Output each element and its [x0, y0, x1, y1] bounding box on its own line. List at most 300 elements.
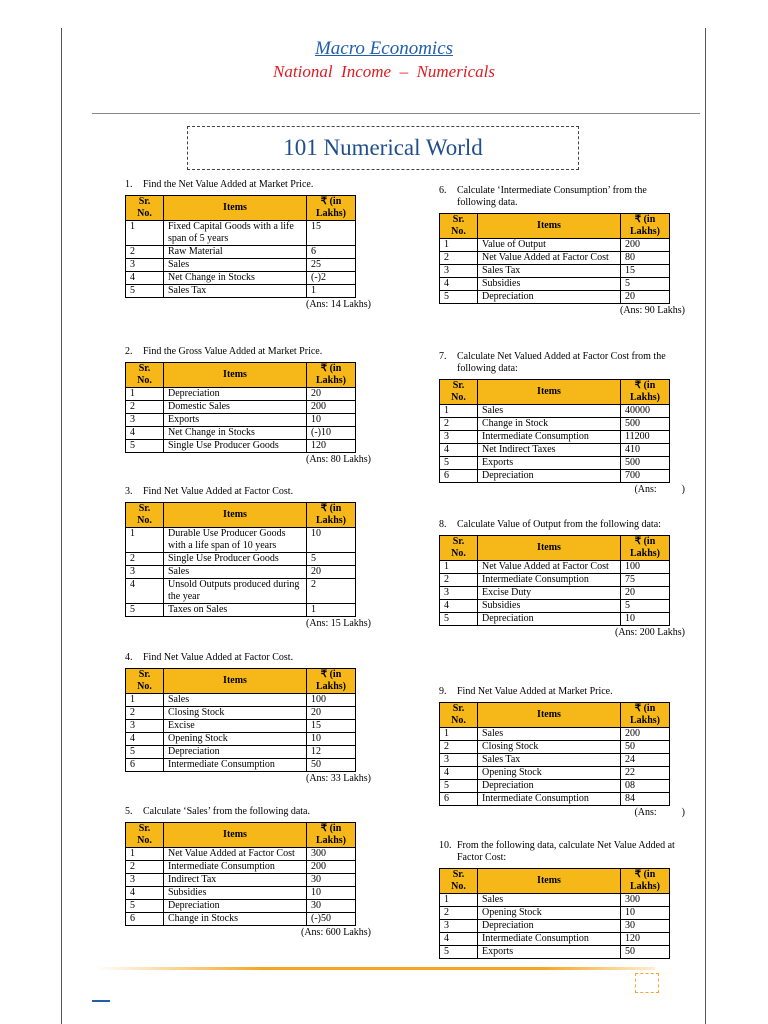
question-number: 7.: [439, 351, 447, 362]
value-cell: 120: [621, 933, 670, 946]
table-row: [126, 746, 356, 759]
table-row: [440, 907, 670, 920]
item-cell: Sales: [164, 694, 307, 707]
value-cell: 22: [621, 767, 670, 780]
value-header: ₹ (in Lakhs): [307, 196, 356, 221]
table-row: [126, 528, 356, 553]
sr-no-cell: 1: [126, 848, 164, 861]
table-row: [440, 444, 670, 457]
item-cell: Depreciation: [478, 920, 621, 933]
table-row: [126, 427, 356, 440]
item-cell: Excise: [164, 720, 307, 733]
item-cell: Net Indirect Taxes: [478, 444, 621, 457]
value-cell: 200: [307, 861, 356, 874]
sr-no-cell: 3: [126, 720, 164, 733]
sr-no-cell: 4: [440, 444, 478, 457]
table-row: [440, 946, 670, 959]
value-cell: 300: [621, 894, 670, 907]
table-row: [126, 553, 356, 566]
question-2: [125, 346, 371, 466]
item-cell: Durable Use Producer Goods with a life span of 10 years: [164, 528, 307, 553]
value-cell: 30: [307, 874, 356, 887]
table-row: [440, 933, 670, 946]
table-row: [126, 414, 356, 427]
value-cell: 500: [621, 457, 670, 470]
question-3: [125, 486, 371, 630]
sr-no-header: Sr. No.: [126, 196, 164, 221]
value-cell: 120: [307, 440, 356, 453]
value-cell: 24: [621, 754, 670, 767]
sr-no-cell: 3: [440, 265, 478, 278]
item-cell: Depreciation: [164, 388, 307, 401]
question-number: 2.: [125, 346, 133, 357]
table-row: [440, 613, 670, 626]
value-header: ₹ (in Lakhs): [307, 669, 356, 694]
page-title: 101 Numerical World: [187, 126, 579, 170]
sr-no-cell: 5: [440, 780, 478, 793]
data-table: [125, 195, 356, 298]
item-cell: Opening Stock: [478, 907, 621, 920]
sr-no-cell: 4: [440, 278, 478, 291]
question-text: [439, 185, 685, 209]
table-row: [440, 920, 670, 933]
table-header-row: [126, 196, 356, 221]
sr-no-cell: 4: [440, 600, 478, 613]
value-cell: 1: [307, 285, 356, 298]
sr-no-cell: 2: [126, 246, 164, 259]
value-cell: 10: [307, 887, 356, 900]
table-row: [440, 239, 670, 252]
sr-no-cell: 3: [126, 414, 164, 427]
value-header: ₹ (in Lakhs): [621, 869, 670, 894]
item-cell: Sales Tax: [164, 285, 307, 298]
table-row: [440, 457, 670, 470]
sr-no-cell: 5: [126, 746, 164, 759]
sr-no-header: Sr. No.: [126, 669, 164, 694]
answer-text: (Ans: ): [634, 484, 685, 495]
value-cell: 10: [621, 907, 670, 920]
question-8: [439, 519, 685, 639]
footer-box: [635, 973, 659, 993]
item-cell: Sales: [164, 566, 307, 579]
question-prompt: Find the Gross Value Added at Market Price.: [143, 346, 323, 357]
data-table: [439, 379, 670, 483]
answer-text: (Ans: 15 Lakhs): [306, 618, 371, 629]
table-row: [440, 252, 670, 265]
items-header: Items: [164, 196, 307, 221]
sr-no-cell: 4: [126, 733, 164, 746]
sr-no-cell: 6: [126, 759, 164, 772]
sr-no-cell: 5: [126, 285, 164, 298]
table-row: [126, 720, 356, 733]
value-cell: 20: [307, 388, 356, 401]
data-table: [125, 668, 356, 772]
items-header: Items: [164, 669, 307, 694]
value-cell: 15: [307, 720, 356, 733]
question-prompt: Find Net Value Added at Factor Cost.: [143, 486, 294, 497]
item-cell: Intermediate Consumption: [478, 431, 621, 444]
table-row: [440, 767, 670, 780]
question-number: 5.: [125, 806, 133, 817]
item-cell: Depreciation: [478, 291, 621, 304]
question-number: 10.: [439, 840, 452, 851]
question-prompt: Find Net Value Added at Market Price.: [457, 686, 613, 697]
item-cell: Single Use Producer Goods: [164, 553, 307, 566]
sr-no-cell: 1: [440, 894, 478, 907]
sr-no-cell: 3: [440, 587, 478, 600]
sr-no-cell: 5: [440, 457, 478, 470]
sr-no-header: Sr. No.: [126, 823, 164, 848]
items-header: Items: [164, 823, 307, 848]
item-cell: Exports: [164, 414, 307, 427]
value-cell: 20: [621, 587, 670, 600]
item-cell: Sales: [478, 405, 621, 418]
item-cell: Closing Stock: [164, 707, 307, 720]
sr-no-cell: 3: [126, 874, 164, 887]
sr-no-cell: 2: [126, 401, 164, 414]
table-header-row: [126, 363, 356, 388]
question-number: 3.: [125, 486, 133, 497]
sr-no-cell: 1: [440, 561, 478, 574]
table-row: [440, 405, 670, 418]
table-row: [126, 694, 356, 707]
data-table: [439, 868, 670, 959]
value-cell: 6: [307, 246, 356, 259]
table-row: [126, 285, 356, 298]
table-row: [126, 707, 356, 720]
table-row: [440, 431, 670, 444]
value-cell: 15: [621, 265, 670, 278]
table-header-row: [440, 869, 670, 894]
table-header-row: [440, 536, 670, 561]
sr-no-cell: 4: [126, 272, 164, 285]
item-cell: Unsold Outputs produced during the year: [164, 579, 307, 604]
table-row: [440, 600, 670, 613]
value-cell: 5: [621, 600, 670, 613]
item-cell: Subsidies: [478, 278, 621, 291]
table-header-row: [126, 669, 356, 694]
table-row: [440, 894, 670, 907]
value-cell: 1: [307, 604, 356, 617]
item-cell: Closing Stock: [478, 741, 621, 754]
value-cell: 20: [307, 566, 356, 579]
question-text: [439, 351, 685, 375]
table-row: [126, 221, 356, 246]
sr-no-cell: 2: [440, 574, 478, 587]
value-cell: 10: [307, 733, 356, 746]
table-row: [440, 793, 670, 806]
items-header: Items: [478, 703, 621, 728]
data-table: [125, 362, 356, 453]
table-row: [126, 272, 356, 285]
question-prompt: From the following data, calculate Net Value Added at Factor Cost:: [457, 840, 675, 863]
sr-no-cell: 5: [440, 291, 478, 304]
value-cell: 50: [621, 741, 670, 754]
table-header-row: [126, 503, 356, 528]
value-cell: 300: [307, 848, 356, 861]
table-row: [126, 913, 356, 926]
items-header: Items: [478, 214, 621, 239]
answer-text: (Ans: 200 Lakhs): [615, 627, 685, 638]
table-row: [126, 900, 356, 913]
value-cell: 5: [621, 278, 670, 291]
sr-no-cell: 4: [126, 427, 164, 440]
sr-no-cell: 1: [440, 405, 478, 418]
question-text: [125, 346, 371, 358]
sr-no-cell: 1: [126, 221, 164, 246]
table-row: [126, 246, 356, 259]
value-header: ₹ (in Lakhs): [621, 536, 670, 561]
sr-no-cell: 2: [440, 418, 478, 431]
value-header: ₹ (in Lakhs): [307, 363, 356, 388]
item-cell: Subsidies: [164, 887, 307, 900]
sr-no-header: Sr. No.: [440, 380, 478, 405]
item-cell: Value of Output: [478, 239, 621, 252]
item-cell: Net Value Added at Factor Cost: [478, 561, 621, 574]
value-cell: 2: [307, 579, 356, 604]
table-row: [126, 604, 356, 617]
sr-no-cell: 2: [126, 553, 164, 566]
sr-no-header: Sr. No.: [440, 869, 478, 894]
table-row: [126, 887, 356, 900]
sr-no-cell: 3: [126, 259, 164, 272]
question-number: 6.: [439, 185, 447, 196]
value-header: ₹ (in Lakhs): [621, 703, 670, 728]
items-header: Items: [164, 363, 307, 388]
question-prompt: Calculate ‘Intermediate Consumption’ from the following data.: [457, 185, 647, 208]
value-cell: 12: [307, 746, 356, 759]
table-row: [440, 291, 670, 304]
table-header-row: [440, 380, 670, 405]
item-cell: Taxes on Sales: [164, 604, 307, 617]
question-1: [125, 179, 371, 311]
table-row: [126, 848, 356, 861]
item-cell: Net Change in Stocks: [164, 272, 307, 285]
question-5: [125, 806, 371, 939]
table-row: [126, 733, 356, 746]
item-cell: Net Value Added at Factor Cost: [478, 252, 621, 265]
question-text: [439, 686, 685, 698]
table-header-row: [126, 823, 356, 848]
data-table: [439, 702, 670, 806]
item-cell: Exports: [478, 946, 621, 959]
table-row: [440, 574, 670, 587]
value-cell: 500: [621, 418, 670, 431]
data-table: [439, 535, 670, 626]
topic-heading: National Income – Numericals: [273, 62, 495, 81]
value-cell: 75: [621, 574, 670, 587]
table-row: [126, 259, 356, 272]
question-number: 9.: [439, 686, 447, 697]
value-cell: 5: [307, 553, 356, 566]
footer-mark: [92, 1000, 110, 1002]
sr-no-header: Sr. No.: [440, 703, 478, 728]
value-cell: 30: [621, 920, 670, 933]
value-cell: 50: [621, 946, 670, 959]
item-cell: Depreciation: [478, 613, 621, 626]
item-cell: Sales: [478, 894, 621, 907]
question-prompt: Calculate ‘Sales’ from the following data.: [143, 806, 310, 817]
sr-no-cell: 5: [126, 900, 164, 913]
items-header: Items: [478, 380, 621, 405]
table-row: [126, 759, 356, 772]
value-cell: (-)2: [307, 272, 356, 285]
question-7: [439, 351, 685, 496]
subject-heading: Macro Economics: [314, 38, 454, 59]
table-row: [440, 728, 670, 741]
item-cell: Intermediate Consumption: [478, 574, 621, 587]
sr-no-cell: 1: [126, 528, 164, 553]
table-row: [440, 780, 670, 793]
table-row: [126, 861, 356, 874]
sr-no-cell: 3: [440, 754, 478, 767]
value-cell: 80: [621, 252, 670, 265]
value-header: ₹ (in Lakhs): [621, 380, 670, 405]
value-cell: 200: [621, 728, 670, 741]
question-number: 4.: [125, 652, 133, 663]
table-row: [440, 418, 670, 431]
sr-no-cell: 2: [440, 252, 478, 265]
item-cell: Net Value Added at Factor Cost: [164, 848, 307, 861]
value-cell: 10: [621, 613, 670, 626]
data-table: [439, 213, 670, 304]
item-cell: Single Use Producer Goods: [164, 440, 307, 453]
sr-no-cell: 4: [126, 579, 164, 604]
question-6: [439, 185, 685, 317]
question-prompt: Calculate Net Valued Added at Factor Cost from the following data:: [457, 351, 666, 374]
answer-text: (Ans: 14 Lakhs): [306, 299, 371, 310]
question-text: [125, 652, 371, 664]
sr-no-cell: 6: [440, 793, 478, 806]
item-cell: Sales: [164, 259, 307, 272]
value-cell: 11200: [621, 431, 670, 444]
item-cell: Indirect Tax: [164, 874, 307, 887]
item-cell: Intermediate Consumption: [478, 793, 621, 806]
question-text: [439, 840, 685, 864]
sr-no-header: Sr. No.: [126, 503, 164, 528]
value-cell: 200: [621, 239, 670, 252]
question-number: 8.: [439, 519, 447, 530]
data-table: [125, 502, 356, 617]
value-cell: 10: [307, 528, 356, 553]
table-row: [126, 401, 356, 414]
value-cell: 100: [621, 561, 670, 574]
sr-no-cell: 2: [126, 707, 164, 720]
answer-text: (Ans: 33 Lakhs): [306, 773, 371, 784]
sr-no-cell: 1: [440, 728, 478, 741]
value-cell: 10: [307, 414, 356, 427]
value-cell: (-)50: [307, 913, 356, 926]
item-cell: Intermediate Consumption: [478, 933, 621, 946]
item-cell: Depreciation: [478, 470, 621, 483]
answer-text: (Ans: ): [634, 807, 685, 818]
value-header: ₹ (in Lakhs): [621, 214, 670, 239]
value-cell: 50: [307, 759, 356, 772]
header-rule: [92, 113, 700, 114]
sr-no-cell: 5: [126, 604, 164, 617]
table-row: [440, 754, 670, 767]
item-cell: Sales: [478, 728, 621, 741]
right-margin-line: [705, 28, 706, 1024]
table-row: [126, 388, 356, 401]
sr-no-cell: 1: [126, 388, 164, 401]
item-cell: Depreciation: [164, 900, 307, 913]
item-cell: Exports: [478, 457, 621, 470]
sr-no-cell: 1: [126, 694, 164, 707]
sr-no-cell: 5: [440, 946, 478, 959]
value-cell: 20: [307, 707, 356, 720]
sr-no-cell: 5: [126, 440, 164, 453]
sr-no-cell: 4: [440, 933, 478, 946]
sr-no-header: Sr. No.: [440, 536, 478, 561]
value-cell: 700: [621, 470, 670, 483]
value-cell: 20: [621, 291, 670, 304]
item-cell: Depreciation: [164, 746, 307, 759]
sr-no-cell: 3: [440, 431, 478, 444]
answer-text: (Ans: 90 Lakhs): [620, 305, 685, 316]
sr-no-header: Sr. No.: [440, 214, 478, 239]
item-cell: Depreciation: [478, 780, 621, 793]
sr-no-cell: 2: [440, 741, 478, 754]
question-text: [125, 486, 371, 498]
value-cell: 200: [307, 401, 356, 414]
value-cell: (-)10: [307, 427, 356, 440]
sr-no-cell: 3: [440, 920, 478, 933]
sr-no-cell: 6: [440, 470, 478, 483]
question-prompt: Find the Net Value Added at Market Price.: [143, 179, 314, 190]
question-prompt: Find Net Value Added at Factor Cost.: [143, 652, 294, 663]
sr-no-cell: 2: [440, 907, 478, 920]
question-10: [439, 840, 685, 960]
item-cell: Intermediate Consumption: [164, 861, 307, 874]
table-row: [126, 440, 356, 453]
footer-rule: [95, 967, 655, 970]
left-margin-line: [61, 28, 62, 1024]
table-header-row: [440, 703, 670, 728]
sr-no-header: Sr. No.: [126, 363, 164, 388]
data-table: [125, 822, 356, 926]
question-4: [125, 652, 371, 785]
value-header: ₹ (in Lakhs): [307, 823, 356, 848]
value-cell: 15: [307, 221, 356, 246]
table-row: [126, 579, 356, 604]
item-cell: Change in Stock: [478, 418, 621, 431]
items-header: Items: [478, 869, 621, 894]
table-header-row: [440, 214, 670, 239]
value-cell: 40000: [621, 405, 670, 418]
sr-no-cell: 4: [126, 887, 164, 900]
item-cell: Opening Stock: [164, 733, 307, 746]
item-cell: Net Change in Stocks: [164, 427, 307, 440]
sr-no-cell: 6: [126, 913, 164, 926]
question-number: 1.: [125, 179, 133, 190]
table-row: [440, 470, 670, 483]
item-cell: Raw Material: [164, 246, 307, 259]
question-prompt: Calculate Value of Output from the following data:: [457, 519, 661, 530]
question-text: [125, 806, 371, 818]
question-text: [439, 519, 685, 531]
table-row: [440, 278, 670, 291]
sr-no-cell: 2: [126, 861, 164, 874]
table-row: [126, 874, 356, 887]
table-row: [440, 561, 670, 574]
value-cell: 25: [307, 259, 356, 272]
item-cell: Opening Stock: [478, 767, 621, 780]
item-cell: Subsidies: [478, 600, 621, 613]
item-cell: Excise Duty: [478, 587, 621, 600]
value-cell: 84: [621, 793, 670, 806]
sr-no-cell: 1: [440, 239, 478, 252]
